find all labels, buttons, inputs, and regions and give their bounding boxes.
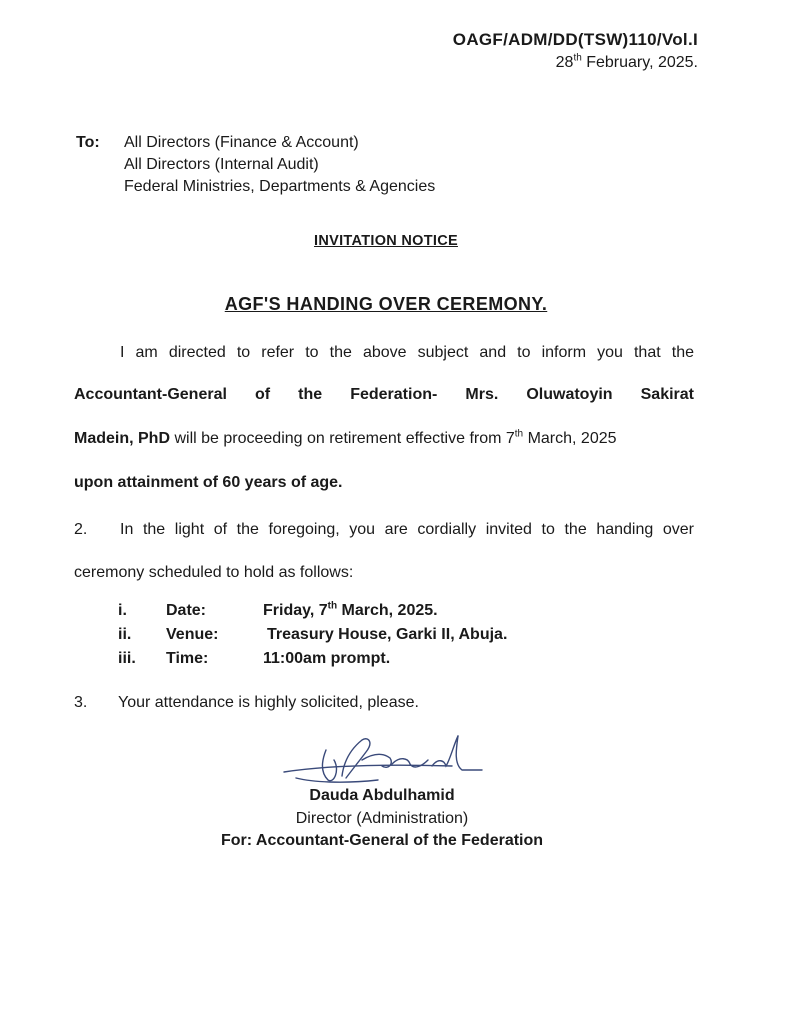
schedule-label: Time: (166, 650, 209, 667)
schedule-value: Friday, 7th March, 2025. (263, 600, 438, 619)
para1-line1: I am directed to refer to the above subject and to inform you that the (120, 344, 694, 361)
reference-number: OAGF/ADM/DD(TSW)110/Vol.I (452, 30, 698, 49)
para2-number: 2. (74, 521, 88, 538)
schedule-value: Treasury House, Garki II, Abuja. (267, 626, 508, 643)
schedule-label: Date: (166, 602, 207, 619)
para1-line4: upon attainment of 60 years of age. (74, 474, 343, 491)
para2-line2: ceremony scheduled to hold as follows: (74, 564, 354, 581)
schedule-num: i. (118, 602, 127, 619)
signatory-for-line: For: Accountant-General of the Federation (220, 832, 544, 849)
letter-date: 28th February, 2025. (555, 52, 698, 71)
schedule-value: 11:00am prompt. (263, 650, 391, 667)
schedule-num: ii. (118, 626, 132, 643)
para1-line2: Accountant-General of the Federation- Mrs. Oluwatoyin Sakirat (74, 386, 694, 403)
notice-title: INVITATION NOTICE (314, 233, 458, 249)
para2-line1: In the light of the foregoing, you are cordially invited to the handing over (120, 521, 694, 538)
recipient-line: All Directors (Finance & Account) (124, 134, 359, 151)
schedule-num: iii. (118, 650, 136, 667)
subject-heading: AGF'S HANDING OVER CEREMONY. (224, 294, 548, 314)
recipient-line: Federal Ministries, Departments & Agencies (124, 178, 436, 195)
para3-number: 3. (74, 694, 88, 711)
schedule-label: Venue: (166, 626, 219, 643)
recipient-line: All Directors (Internal Audit) (124, 156, 319, 173)
signatory-name: Dauda Abdulhamid (309, 787, 455, 804)
signature-image (282, 730, 492, 790)
to-label: To: (76, 134, 100, 151)
para3-text: Your attendance is highly solicited, please. (118, 694, 419, 711)
signatory-role: Director (Administration) (295, 810, 469, 827)
para1-line3: Madein, PhD will be proceeding on retirement effective from 7th March, 2025 (74, 428, 617, 447)
